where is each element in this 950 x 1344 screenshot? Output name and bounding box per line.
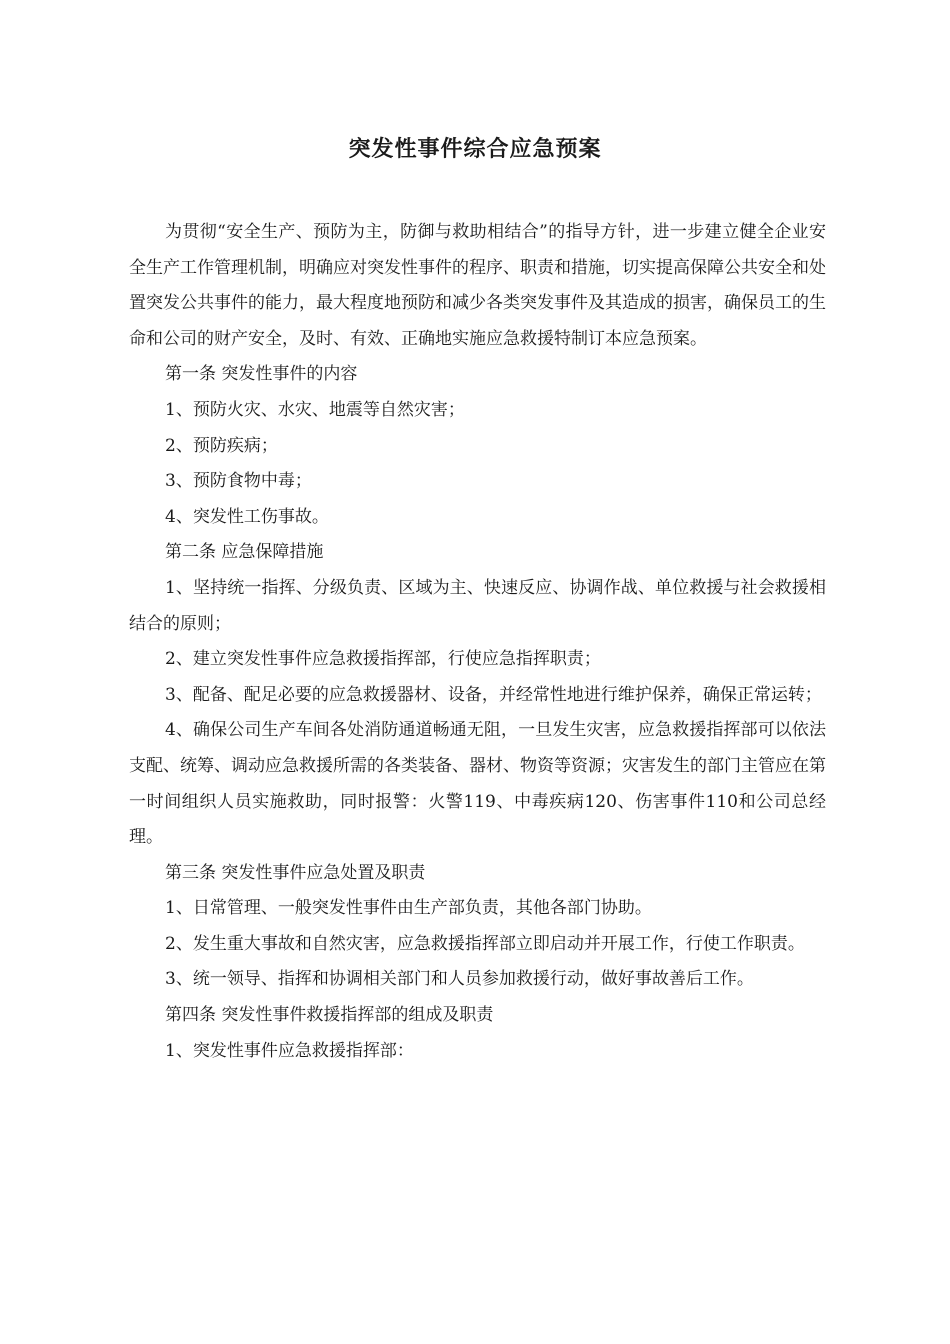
article-2-item-4: 4、确保公司生产车间各处消防通道畅通无阻，一旦发生灾害，应急救援指挥部可以依法支配、统筹、调动应急救援所需的各类装备、器材、物资等资源；灾害发生的部门主管应在第一时间组织人员实施救助，同时报警：火警119、中毒疾病120、伤害事件110和公司总经理。 bbox=[129, 720, 826, 848]
article-1-item-1: 1、预防火灾、水灾、地震等自然灾害； bbox=[165, 399, 465, 420]
article-3-item-2: 2、发生重大事故和自然灾害，应急救援指挥部立即启动并开展工作，行使工作职责。 bbox=[165, 933, 805, 954]
intro-paragraph: 为贯彻“安全生产、预防为主，防御与救助相结合”的指导方针，进一步建立健全企业安全生产工作管理机制，明确应对突发性事件的程序、职责和措施，切实提高保障公共安全和处置突发公共事件的能力，最大程度地预防和减少各类突发事件及其造成的损害，确保员工的生命和公司的财产安全，及时、有效、正确地实施应急救援特制订本应急预案。 bbox=[129, 222, 826, 349]
article-3-item-1: 1、日常管理、一般突发性事件由生产部负责，其他各部门协助。 bbox=[165, 898, 652, 919]
article-3-item-3: 3、统一领导、指挥和协调相关部门和人员参加救援行动，做好事故善后工作。 bbox=[165, 969, 754, 990]
article-1-item-2: 2、预防疾病； bbox=[165, 435, 278, 456]
article-2-heading: 第二条 应急保障措施 bbox=[165, 542, 324, 563]
article-3-heading: 第三条 突发性事件应急处置及职责 bbox=[165, 862, 426, 883]
article-4-item-1: 1、突发性事件应急救援指挥部： bbox=[165, 1040, 414, 1061]
document-title: 突发性事件综合应急预案 bbox=[348, 136, 602, 162]
article-1-item-3: 3、预防食物中毒； bbox=[165, 471, 312, 492]
article-2-item-1: 1、坚持统一指挥、分级负责、区域为主、快速反应、协调作战、单位救援与社会救援相结合的原则； bbox=[129, 577, 826, 634]
article-2-item-2: 2、建立突发性事件应急救援指挥部，行使应急指挥职责； bbox=[165, 649, 601, 670]
article-2-item-3: 3、配备、配足必要的应急救援器材、设备，并经常性地进行维护保养，确保正常运转； bbox=[165, 684, 822, 705]
document-body bbox=[129, 215, 826, 1069]
article-1-item-4: 4、突发性工伤事故。 bbox=[165, 506, 329, 527]
article-1-heading: 第一条 突发性事件的内容 bbox=[165, 364, 358, 385]
article-4-heading: 第四条 突发性事件救援指挥部的组成及职责 bbox=[165, 1005, 494, 1026]
